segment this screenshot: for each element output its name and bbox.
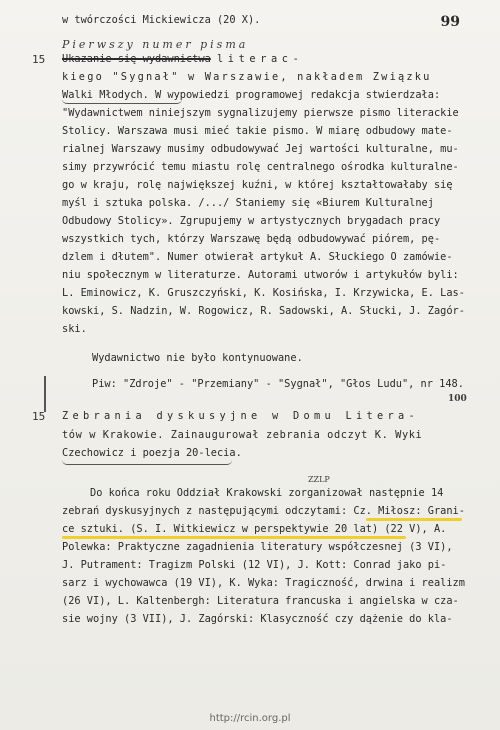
section1-line-7: simy przywrócić temu miastu rolę centralnego ośrodka kulturalne- [62,161,459,173]
section1-line-1-rest: literac- [217,53,304,65]
section2-line-8: J. Putrament: Tragizm Polski (12 VI), J. Kott: Conrad jako pi- [62,559,447,571]
section1-line-16: ski. [62,323,87,335]
section1-line-11: wszystkich tych, którzy Warszawę będą odbudowywać piórem, pę- [62,233,441,245]
section2-line-11: sie wojny (3 VII), J. Zagórski: Klasyczność czy dążenie do kla- [62,613,453,625]
section2-line-2: tów w Krakowie. Zainaugurował zebrania odczyt K. Wyki [62,429,423,441]
underline-czechowicz [62,460,232,465]
section1-line-2: kiego "Sygnał" w Warszawie, nakładem Związku [62,71,432,83]
section1-line-1 [62,53,303,66]
highlight-witkiewicz [62,536,406,539]
margin-number-1: 15 [32,53,46,66]
section2-line-6: ce sztuki. (S. I. Witkiewicz w perspektywie 20 lat) (22 V), A. [62,523,447,535]
section1-line-12: dzlem i dłutem". Numer otwierał artykuł A. Słuckiego O zamówie- [62,251,453,263]
section1-line-4: "Wydawnictwem niniejszym sygnalizujemy pierwsze pismo literackie [62,107,459,119]
handwritten-annotation-title: Pierwszy numer pisma [62,38,249,51]
section1-line-6: rialnej Warszawy musimy odbudowywać Jej wartości kulturalne, mu- [62,143,459,155]
margin-bracket [44,376,46,412]
section1-line-10: Odbudowy Stolicy». Zgrupujemy w artystycznych brygadach pracy [62,215,441,227]
section2-line-9: sarz i wychowawca (19 VI), K. Wyka: Tragiczność, drwina i realizm [62,577,465,589]
underline-walki-mlodych [62,99,182,104]
section2-line-5: zebrań dyskusyjnych z następującymi odczytami: Cz. Miłosz: Grani- [62,505,465,517]
section1-line-9: myśl i sztuka polska. /.../ Staniemy się «Biurem Kulturalnej [62,197,434,209]
section1-line-13: niu społecznym w literaturze. Autorami utworów i artykułów byli: [62,269,459,281]
margin-number-2: 15 [32,410,46,423]
header-line: w twórczości Mickiewicza (20 X). [62,14,261,26]
section2-line-3: Czechowicz i poezja 20-lecia. [62,447,242,459]
section1-line-5: Stolicy. Warszawa musi mieć takie pismo. W miarę odbudowy mate- [62,125,453,137]
section1-line-15: kowski, S. Nadzin, W. Rogowicz, R. Sadowski, A. Słucki, J. Zagór- [62,305,465,317]
section2-line-10: (26 VI), L. Kaltenbergh: Literatura francuska i angielska w cza- [62,595,459,607]
section1-line-14: L. Eminowicz, K. Gruszczyński, K. Kosińska, I. Krzywicka, E. Las- [62,287,465,299]
section1-line-3: Walki Młodych. W wypowiedzi programowej redakcja stwierdzała: [62,89,441,101]
section1-sources: Piw: "Zdroje" - "Przemiany" - "Sygnał", "Głos Ludu", nr 148. [92,378,464,390]
struck-text: Ukazanie się wydawnictwa [62,53,211,65]
section2-line-7: Polewka: Praktyczne zagadnienia literatury współczesnej (3 VI), [62,541,453,553]
handwritten-annotation-zzlp: ZZLP [308,475,330,484]
watermark-url: http://rcin.org.pl [209,713,291,724]
handwritten-number-100: 100 [448,394,467,404]
highlight-milosz [366,518,462,521]
page-number: 99 [440,14,460,30]
section2-line-1: Zebrania dyskusyjne w Domu Litera- [62,410,419,422]
section2-line-4: Do końca roku Oddział Krakowski zorganizował następnie 14 [90,487,444,499]
section1-note: Wydawnictwo nie było kontynuowane. [92,352,303,364]
section1-line-8: go w kraju, rolę największej kuźni, w której kształtowałaby się [62,179,453,191]
